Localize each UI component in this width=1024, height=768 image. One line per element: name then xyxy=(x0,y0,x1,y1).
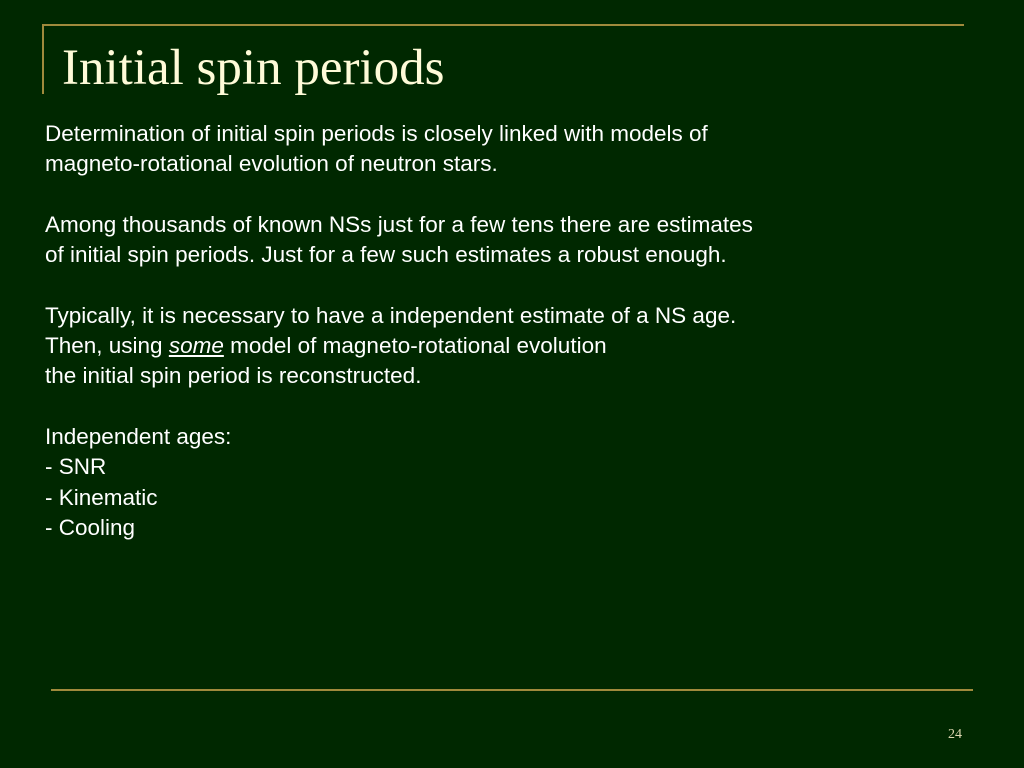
page-number: 24 xyxy=(948,727,962,742)
slide-body xyxy=(45,119,945,543)
paragraph-3-line-3: the initial spin period is reconstructed. xyxy=(45,363,422,389)
ages-heading: Independent ages: xyxy=(45,423,232,449)
paragraph-3-line-2 xyxy=(45,331,945,361)
paragraph-gap xyxy=(45,180,945,210)
paragraph-2-line-2: of initial spin periods. Just for a few such estimates a robust enough. xyxy=(45,242,727,268)
paragraph-3-line-1: Typically, it is necessary to have a independent estimate of a NS age. xyxy=(45,302,737,328)
paragraph-2-line-1: Among thousands of known NSs just for a few tens there are estimates xyxy=(45,211,753,237)
paragraph-3-line-2-before: Then, using xyxy=(45,333,169,359)
emphasis-some: some xyxy=(168,333,224,359)
paragraph-1-line-1: Determination of initial spin periods is closely linked with models of xyxy=(45,121,708,146)
paragraph-gap xyxy=(45,270,945,300)
paragraph-3-line-2-after: model of magneto-rotational evolution xyxy=(223,333,607,359)
paragraph-gap xyxy=(45,392,945,422)
top-frame-rule xyxy=(42,24,964,26)
ages-item-kinematic: - Kinematic xyxy=(45,484,158,510)
left-frame-rule xyxy=(42,24,44,94)
bottom-rule xyxy=(51,689,973,691)
ages-item-cooling: - Cooling xyxy=(45,514,136,540)
ages-item-snr: - SNR xyxy=(45,454,107,480)
slide-title: Initial spin periods xyxy=(62,40,445,96)
paragraph-1-line-2: magneto-rotational evolution of neutron stars. xyxy=(45,151,498,177)
